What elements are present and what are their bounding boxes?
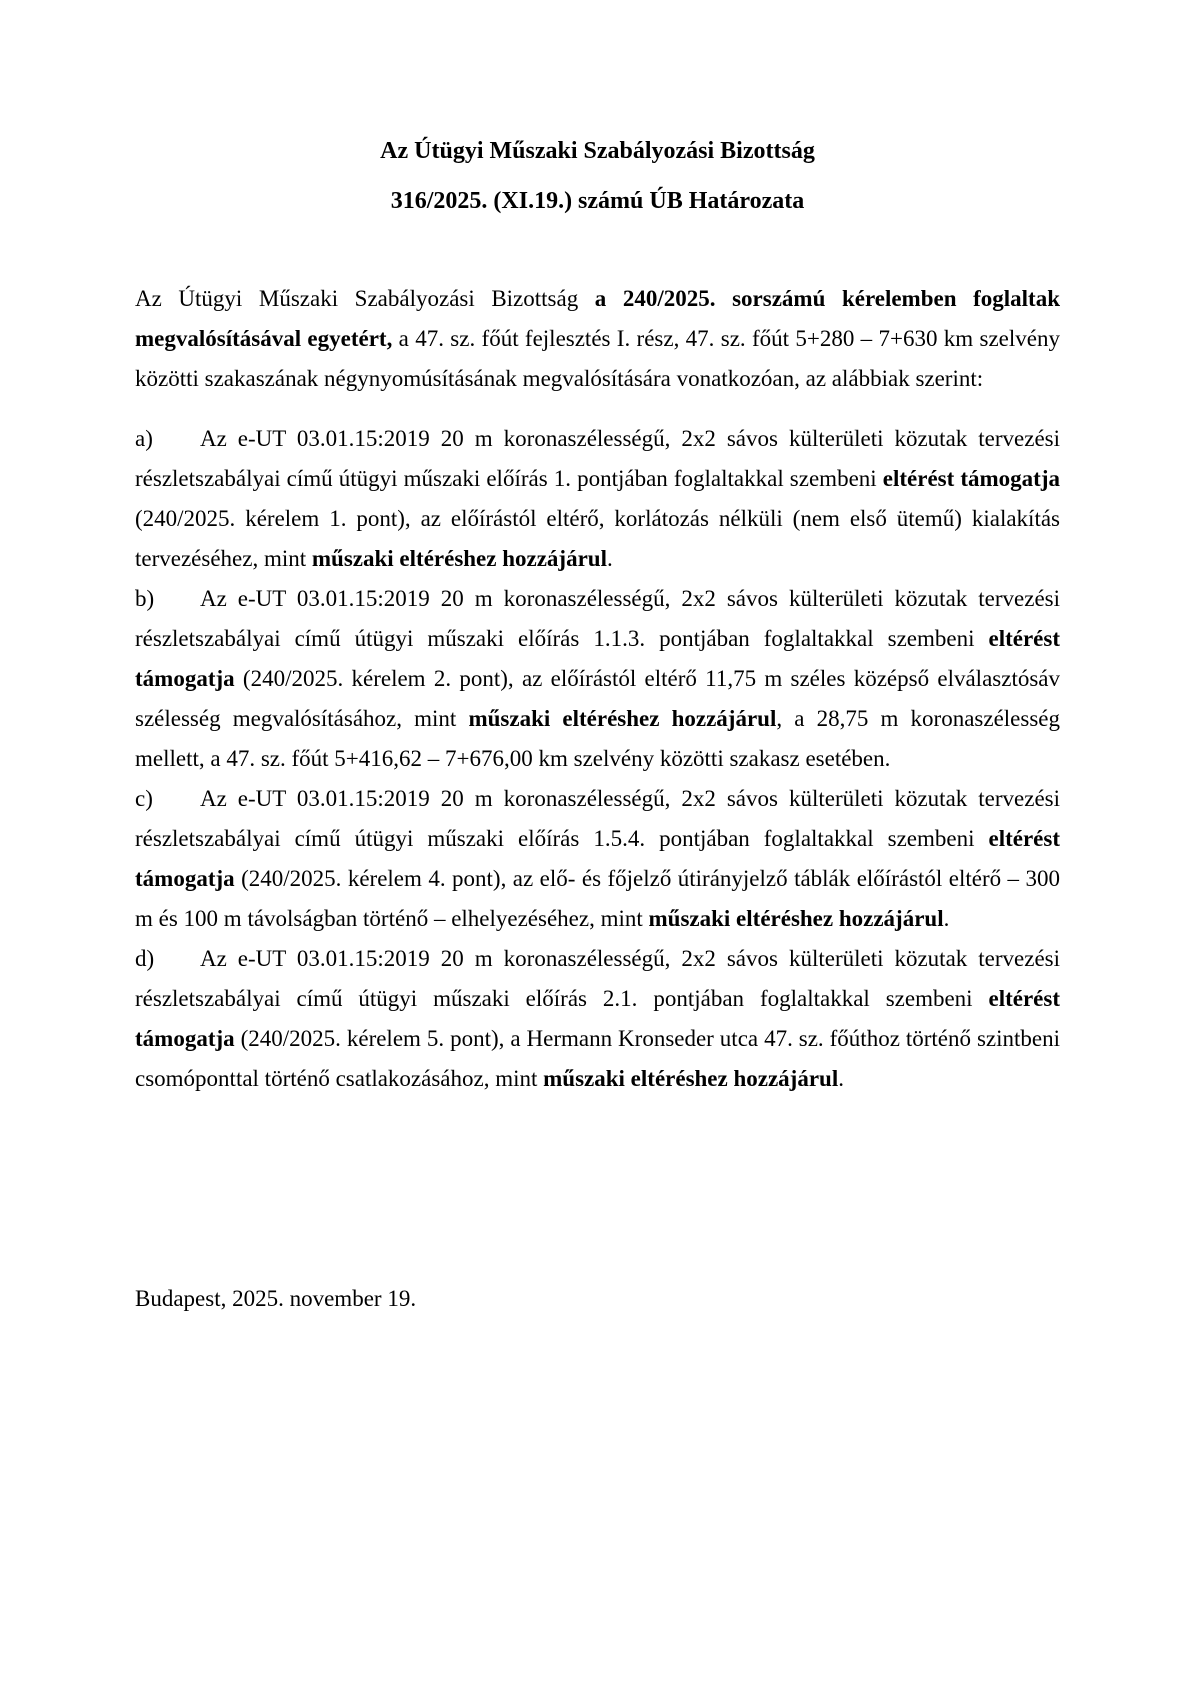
item-marker-a: a)	[135, 426, 153, 451]
document-title-line2: 316/2025. (XI.19.) számú ÚB Határozata	[390, 188, 805, 214]
decision-item-d	[135, 939, 1060, 1099]
item-marker-b: b)	[135, 586, 155, 611]
item-text-c: Az e-UT 03.01.15:2019 20 m koronaszélességű, 2x2 sávos külterületi közutak tervezési részletszabályai című útügyi műszaki előírás 1.5.4. pontjában foglaltakkal szembeni eltérést támogatja (240/2025. kérelem 4. pont), az elő- és főjelző útirányjelző táblák előírástól eltérő – 300 m és 100 m távolságban történő – elhelyezéséhez, mint műszaki eltéréshez hozzájárul.	[135, 786, 1060, 931]
date-place-line: Budapest, 2025. november 19.	[135, 1286, 417, 1311]
item-marker-d: d)	[135, 946, 155, 971]
decision-item-a	[135, 419, 1060, 579]
item-text-b: Az e-UT 03.01.15:2019 20 m koronaszélességű, 2x2 sávos külterületi közutak tervezési részletszabályai című útügyi műszaki előírás 1.1.3. pontjában foglaltakkal szembeni eltérést támogatja (240/2025. kérelem 2. pont), az előírástól eltérő 11,75 m széles középső elválasztósáv szélesség megvalósításához, mint műszaki eltéréshez hozzájárul, a 28,75 m koronaszélesség mellett, a 47. sz. főút 5+416,62 – 7+676,00 km szelvény közötti szakasz esetében.	[135, 586, 1060, 771]
document-title-line1: Az Útügyi Műszaki Szabályozási Bizottság	[380, 138, 815, 164]
intro-paragraph-text: Az Útügyi Műszaki Szabályozási Bizottság a 240/2025. sorszámú kérelemben foglaltak megvalósításával egyetért, a 47. sz. főút fejlesztés I. rész, 47. sz. főút 5+280 – 7+630 km szelvény közötti szakaszának négynyomúsításának megvalósítására vonatkozóan, az alábbiak szerint:	[135, 286, 1060, 391]
decision-item-c	[135, 779, 1060, 939]
decision-item-b	[135, 579, 1060, 779]
item-marker-c: c)	[135, 786, 153, 811]
item-text-d: Az e-UT 03.01.15:2019 20 m koronaszélességű, 2x2 sávos külterületi közutak tervezési részletszabályai című útügyi műszaki előírás 2.1. pontjában foglaltakkal szembeni eltérést támogatja (240/2025. kérelem 5. pont), a Hermann Kronseder utca 47. sz. főúthoz történő szintbeni csomóponttal történő csatlakozásához, mint műszaki eltéréshez hozzájárul.	[135, 946, 1060, 1091]
intro-paragraph	[135, 279, 1060, 399]
item-text-a: Az e-UT 03.01.15:2019 20 m koronaszélességű, 2x2 sávos külterületi közutak tervezési részletszabályai című útügyi műszaki előírás 1. pontjában foglaltakkal szembeni eltérést támogatja (240/2025. kérelem 1. pont), az előírástól eltérő, korlátozás nélküli (nem első ütemű) kialakítás tervezéséhez, mint műszaki eltéréshez hozzájárul.	[135, 426, 1060, 571]
